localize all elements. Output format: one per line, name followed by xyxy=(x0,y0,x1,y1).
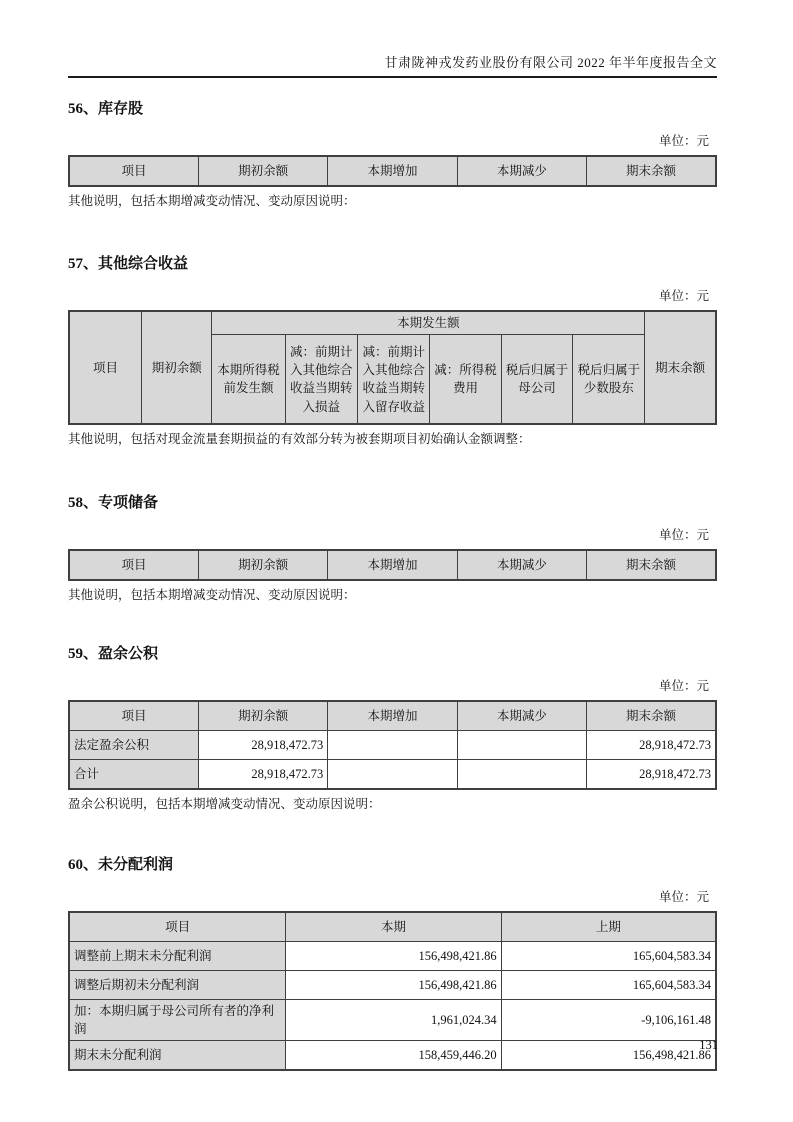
amount-cell: 28,918,472.73 xyxy=(198,759,327,789)
header-cell: 项目 xyxy=(69,912,286,942)
header-cell: 本期减少 xyxy=(457,550,586,580)
header-cell: 期初余额 xyxy=(198,550,327,580)
row-label-cell: 法定盈余公积 xyxy=(69,730,198,759)
header-cell: 本期增加 xyxy=(328,550,457,580)
amount-cell: 1,961,024.34 xyxy=(286,1000,501,1041)
row-label-cell: 期末未分配利润 xyxy=(69,1041,286,1071)
amount-cell: 165,604,583.34 xyxy=(501,942,716,971)
page-content xyxy=(68,0,717,1071)
row-label-cell: 调整前上期末未分配利润 xyxy=(69,942,286,971)
document-header-title: 甘肃陇神戎发药业股份有限公司 2022 年半年度报告全文 xyxy=(384,55,717,70)
header-cell-group: 本期发生额 xyxy=(212,311,645,335)
amount-cell: 158,459,446.20 xyxy=(286,1041,501,1071)
header-cell: 本期减少 xyxy=(457,701,586,731)
amount-cell: 28,918,472.73 xyxy=(198,730,327,759)
section-56-note: 其他说明，包括本期增减变动情况、变动原因说明： xyxy=(68,194,356,208)
table-row xyxy=(69,1041,716,1071)
amount-cell: 156,498,421.86 xyxy=(501,1041,716,1071)
unit-label-60: 单位：元 xyxy=(658,890,709,905)
header-cell: 项目 xyxy=(69,311,141,424)
amount-cell: -9,106,161.48 xyxy=(501,1000,716,1041)
header-cell: 减：前期计入其他综合收益当期转入损益 xyxy=(285,335,357,425)
section-57-note: 其他说明，包括对现金流量套期损益的有效部分转为被套期项目初始确认金额调整： xyxy=(68,432,531,447)
section-57-title: 57、其他综合收益 xyxy=(68,256,189,273)
other-comprehensive-income-table xyxy=(68,310,717,425)
amount-cell xyxy=(328,759,457,789)
section-59-note: 盈余公积说明，包括本期增减变动情况、变动原因说明： xyxy=(68,796,381,811)
header-cell: 本期增加 xyxy=(328,701,457,731)
table-row xyxy=(69,759,716,789)
header-cell: 期末余额 xyxy=(587,701,716,731)
row-label-cell: 合计 xyxy=(69,759,198,789)
section-56-title: 56、库存股 xyxy=(68,101,144,117)
row-label-cell: 加：本期归属于母公司所有者的净利润 xyxy=(69,1000,286,1041)
special-reserve-table xyxy=(68,549,717,581)
amount-cell xyxy=(457,730,586,759)
unit-label-58: 单位：元 xyxy=(658,527,709,542)
unit-label-59: 单位：元 xyxy=(658,678,709,693)
amount-cell: 156,498,421.86 xyxy=(286,971,501,1000)
section-59-title: 59、盈余公积 xyxy=(68,645,159,662)
amount-cell: 156,498,421.86 xyxy=(286,942,501,971)
amount-cell: 28,918,472.73 xyxy=(587,759,716,789)
table-row xyxy=(69,942,716,971)
header-cell: 本期增加 xyxy=(328,156,457,186)
header-cell: 项目 xyxy=(69,701,198,731)
header-cell: 减：所得税费用 xyxy=(430,335,501,425)
header-cell: 税后归属于少数股东 xyxy=(573,335,645,425)
header-cell: 本期所得税前发生额 xyxy=(212,335,285,425)
header-cell: 本期减少 xyxy=(457,156,586,186)
header-cell: 减：前期计入其他综合收益当期转入留存收益 xyxy=(358,335,430,425)
header-cell: 项目 xyxy=(69,156,198,186)
header-cell: 期初余额 xyxy=(198,156,327,186)
section-60-title: 60、未分配利润 xyxy=(68,857,174,874)
unit-label-57: 单位：元 xyxy=(658,289,709,304)
amount-cell xyxy=(328,730,457,759)
header-cell: 本期 xyxy=(286,912,501,942)
header-cell: 上期 xyxy=(501,912,716,942)
amount-cell: 165,604,583.34 xyxy=(501,971,716,1000)
header-cell: 期末余额 xyxy=(645,311,716,424)
document-header xyxy=(68,0,717,78)
header-cell: 税后归属于母公司 xyxy=(501,335,573,425)
header-cell: 期初余额 xyxy=(141,311,212,424)
treasury-stock-table xyxy=(68,155,717,187)
undistributed-profit-table xyxy=(68,911,717,1071)
section-58-note: 其他说明，包括本期增减变动情况、变动原因说明： xyxy=(68,587,356,602)
amount-cell xyxy=(457,759,586,789)
table-row xyxy=(69,1000,716,1041)
row-label-cell: 调整后期初未分配利润 xyxy=(69,971,286,1000)
header-cell: 期末余额 xyxy=(587,550,716,580)
unit-label-56: 单位：元 xyxy=(658,134,709,148)
header-cell: 期初余额 xyxy=(198,701,327,731)
table-row xyxy=(69,971,716,1000)
header-cell: 项目 xyxy=(69,550,198,580)
amount-cell: 28,918,472.73 xyxy=(587,730,716,759)
section-58-title: 58、专项储备 xyxy=(68,494,159,511)
table-row xyxy=(69,730,716,759)
page-number: 131 xyxy=(699,1038,718,1052)
header-cell: 期末余额 xyxy=(587,156,716,186)
surplus-reserve-table xyxy=(68,700,717,790)
